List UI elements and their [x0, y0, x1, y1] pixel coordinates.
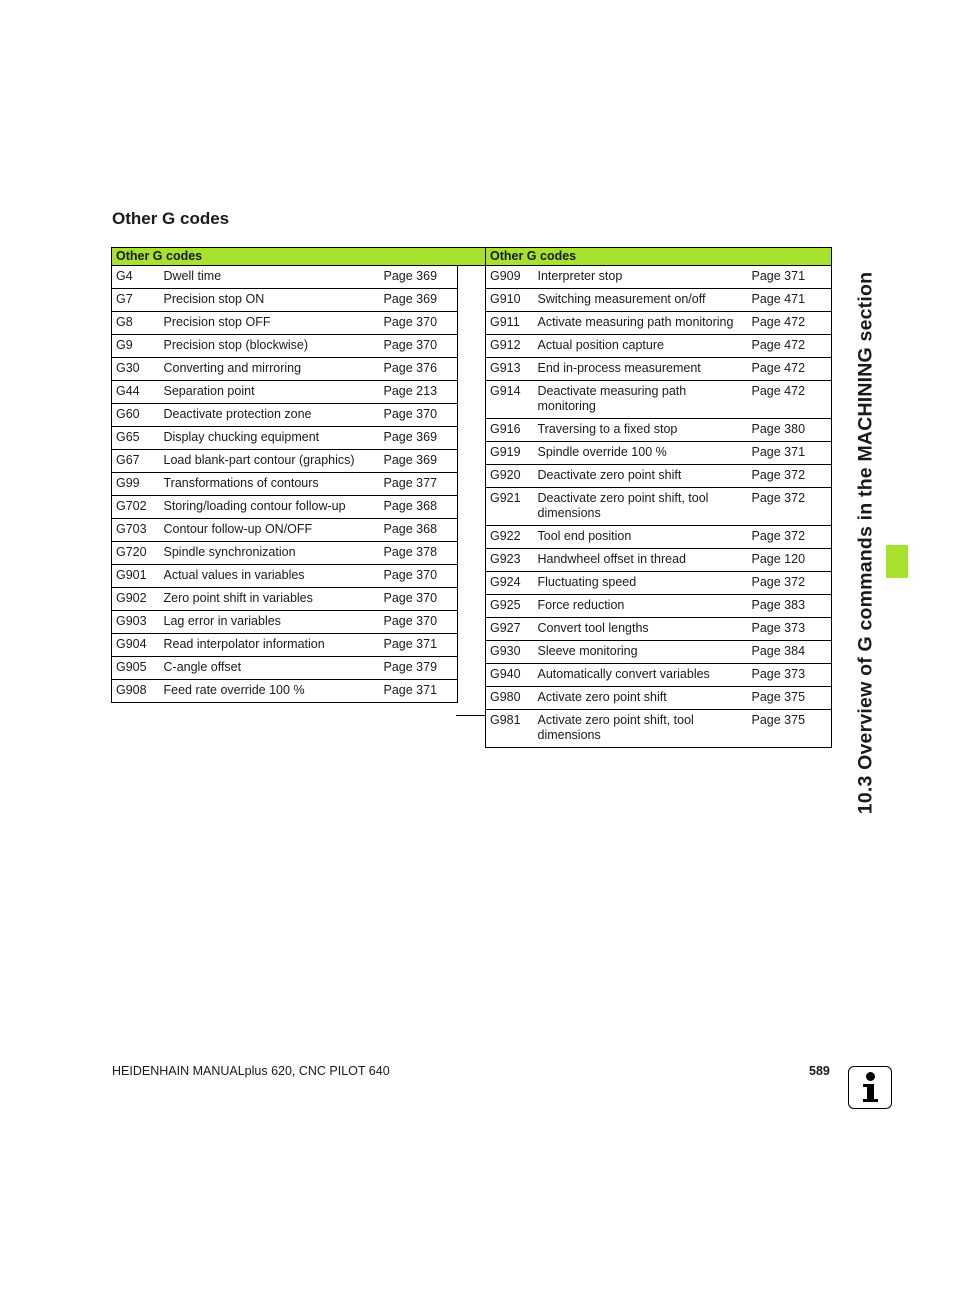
description-cell: Activate zero point shift, tool dimensions [534, 710, 748, 748]
page-ref-cell: Page 472 [748, 381, 832, 419]
description-cell: Activate zero point shift [534, 687, 748, 710]
page-ref-cell: Page 371 [380, 634, 458, 657]
g-code-cell: G921 [486, 488, 534, 526]
table-header-row [112, 248, 458, 266]
description-cell: Automatically convert variables [534, 664, 748, 687]
table-row [112, 496, 458, 519]
description-cell: Activate measuring path monitoring [534, 312, 748, 335]
page-ref-cell: Page 373 [748, 664, 832, 687]
page-ref-cell: Page 372 [748, 572, 832, 595]
info-icon [848, 1066, 892, 1109]
description-cell: Force reduction [534, 595, 748, 618]
description-cell: Switching measurement on/off [534, 289, 748, 312]
table-header: Other G codes [486, 248, 832, 266]
page-ref-cell: Page 380 [748, 419, 832, 442]
g-code-cell: G911 [486, 312, 534, 335]
table-row [112, 381, 458, 404]
table-row [486, 289, 832, 312]
table-row [112, 542, 458, 565]
page-ref-cell: Page 472 [748, 335, 832, 358]
g-code-cell: G909 [486, 266, 534, 289]
table-row [486, 358, 832, 381]
table-row [486, 312, 832, 335]
g-code-cell: G44 [112, 381, 160, 404]
description-cell: Handwheel offset in thread [534, 549, 748, 572]
description-cell: C-angle offset [160, 657, 380, 680]
description-cell: Actual values in variables [160, 565, 380, 588]
page-ref-cell: Page 471 [748, 289, 832, 312]
table-row [486, 419, 832, 442]
table-row [112, 427, 458, 450]
chapter-tab-marker [886, 545, 908, 578]
table-row [112, 519, 458, 542]
table-row [112, 289, 458, 312]
description-cell: Fluctuating speed [534, 572, 748, 595]
g-code-cell: G901 [112, 565, 160, 588]
description-cell: Spindle override 100 % [534, 442, 748, 465]
page-ref-cell: Page 375 [748, 687, 832, 710]
table-row [112, 611, 458, 634]
table-row [112, 588, 458, 611]
page-ref-cell: Page 371 [748, 266, 832, 289]
table-row [112, 680, 458, 703]
g-code-cell: G8 [112, 312, 160, 335]
description-cell: Deactivate zero point shift [534, 465, 748, 488]
table-header-row [486, 248, 832, 266]
description-cell: Deactivate measuring path monitoring [534, 381, 748, 419]
g-code-cell: G927 [486, 618, 534, 641]
description-cell: Load blank-part contour (graphics) [160, 450, 380, 473]
g-code-cell: G908 [112, 680, 160, 703]
g-code-cell: G923 [486, 549, 534, 572]
table-row [112, 565, 458, 588]
g-code-cell: G902 [112, 588, 160, 611]
page-ref-cell: Page 371 [748, 442, 832, 465]
page-ref-cell: Page 375 [748, 710, 832, 748]
table-row [112, 266, 458, 289]
page-ref-cell: Page 377 [380, 473, 458, 496]
table-row [112, 404, 458, 427]
table-row [486, 381, 832, 419]
page-ref-cell: Page 370 [380, 335, 458, 358]
description-cell: Read interpolator information [160, 634, 380, 657]
table-row [112, 634, 458, 657]
table-gap-header [456, 248, 485, 266]
right-g-codes-table [485, 247, 832, 748]
description-cell: Precision stop ON [160, 289, 380, 312]
left-g-codes-table [111, 247, 458, 703]
description-cell: Display chucking equipment [160, 427, 380, 450]
table-gap-column [456, 247, 485, 716]
g-code-cell: G903 [112, 611, 160, 634]
table-row [112, 312, 458, 335]
g-code-cell: G912 [486, 335, 534, 358]
description-cell: Deactivate protection zone [160, 404, 380, 427]
table-row [112, 335, 458, 358]
description-cell: Converting and mirroring [160, 358, 380, 381]
description-cell: Dwell time [160, 266, 380, 289]
g-code-cell: G30 [112, 358, 160, 381]
page-ref-cell: Page 370 [380, 312, 458, 335]
description-cell: Precision stop OFF [160, 312, 380, 335]
g-code-cell: G920 [486, 465, 534, 488]
section-title: Other G codes [112, 209, 230, 228]
table-row [486, 687, 832, 710]
g-code-cell: G99 [112, 473, 160, 496]
page-ref-cell: Page 371 [380, 680, 458, 703]
page-ref-cell: Page 368 [380, 519, 458, 542]
right-table-body [486, 266, 832, 748]
chapter-side-title [842, 217, 890, 868]
g-code-cell: G910 [486, 289, 534, 312]
description-cell: Spindle synchronization [160, 542, 380, 565]
table-row [486, 335, 832, 358]
description-cell: End in-process measurement [534, 358, 748, 381]
g-code-cell: G919 [486, 442, 534, 465]
g-code-cell: G913 [486, 358, 534, 381]
page-ref-cell: Page 383 [748, 595, 832, 618]
table-row [486, 526, 832, 549]
page-ref-cell: Page 376 [380, 358, 458, 381]
page-ref-cell: Page 370 [380, 565, 458, 588]
table-row [112, 473, 458, 496]
g-code-cell: G916 [486, 419, 534, 442]
g-code-cell: G703 [112, 519, 160, 542]
table-header: Other G codes [112, 248, 458, 266]
page-ref-cell: Page 373 [748, 618, 832, 641]
page-ref-cell: Page 369 [380, 289, 458, 312]
g-code-cell: G922 [486, 526, 534, 549]
page-ref-cell: Page 378 [380, 542, 458, 565]
page-ref-cell: Page 370 [380, 588, 458, 611]
g-code-cell: G925 [486, 595, 534, 618]
table-row [112, 450, 458, 473]
g-code-cell: G914 [486, 381, 534, 419]
page-ref-cell: Page 472 [748, 358, 832, 381]
table-row [486, 266, 832, 289]
description-cell: Transformations of contours [160, 473, 380, 496]
description-cell: Zero point shift in variables [160, 588, 380, 611]
table-row [112, 358, 458, 381]
g-code-cell: G9 [112, 335, 160, 358]
page-ref-cell: Page 369 [380, 450, 458, 473]
table-row [486, 549, 832, 572]
table-row [486, 488, 832, 526]
description-cell: Feed rate override 100 % [160, 680, 380, 703]
g-code-cell: G905 [112, 657, 160, 680]
chapter-title-text: 10.3 Overview of G commands in the MACHINING section [854, 271, 877, 814]
g-code-cell: G60 [112, 404, 160, 427]
g-code-cell: G720 [112, 542, 160, 565]
page-ref-cell: Page 472 [748, 312, 832, 335]
description-cell: Sleeve monitoring [534, 641, 748, 664]
description-cell: Actual position capture [534, 335, 748, 358]
g-code-cell: G980 [486, 687, 534, 710]
table-row [486, 572, 832, 595]
page-ref-cell: Page 370 [380, 611, 458, 634]
g-code-cell: G924 [486, 572, 534, 595]
table-row [486, 442, 832, 465]
table-row [486, 465, 832, 488]
page-ref-cell: Page 369 [380, 266, 458, 289]
description-cell: Separation point [160, 381, 380, 404]
g-code-cell: G981 [486, 710, 534, 748]
g-code-cell: G65 [112, 427, 160, 450]
description-cell: Interpreter stop [534, 266, 748, 289]
page-ref-cell: Page 368 [380, 496, 458, 519]
page-ref-cell: Page 369 [380, 427, 458, 450]
table-row [486, 595, 832, 618]
g-code-cell: G904 [112, 634, 160, 657]
page-ref-cell: Page 372 [748, 465, 832, 488]
page-ref-cell: Page 120 [748, 549, 832, 572]
description-cell: Deactivate zero point shift, tool dimensions [534, 488, 748, 526]
table-row [112, 657, 458, 680]
page-ref-cell: Page 372 [748, 526, 832, 549]
page-ref-cell: Page 370 [380, 404, 458, 427]
page-ref-cell: Page 213 [380, 381, 458, 404]
description-cell: Contour follow-up ON/OFF [160, 519, 380, 542]
g-code-cell: G67 [112, 450, 160, 473]
description-cell: Lag error in variables [160, 611, 380, 634]
g-code-cell: G702 [112, 496, 160, 519]
description-cell: Storing/loading contour follow-up [160, 496, 380, 519]
description-cell: Convert tool lengths [534, 618, 748, 641]
table-row [486, 664, 832, 687]
page-number: 589 [809, 1064, 830, 1078]
description-cell: Traversing to a fixed stop [534, 419, 748, 442]
description-cell: Precision stop (blockwise) [160, 335, 380, 358]
description-cell: Tool end position [534, 526, 748, 549]
g-code-cell: G940 [486, 664, 534, 687]
page-ref-cell: Page 379 [380, 657, 458, 680]
g-code-cell: G930 [486, 641, 534, 664]
left-table-body [112, 266, 458, 703]
table-row [486, 618, 832, 641]
page-ref-cell: Page 372 [748, 488, 832, 526]
footer-manual-title: HEIDENHAIN MANUALplus 620, CNC PILOT 640 [112, 1064, 390, 1078]
g-code-cell: G4 [112, 266, 160, 289]
page-ref-cell: Page 384 [748, 641, 832, 664]
table-row [486, 641, 832, 664]
table-row [486, 710, 832, 748]
g-code-cell: G7 [112, 289, 160, 312]
